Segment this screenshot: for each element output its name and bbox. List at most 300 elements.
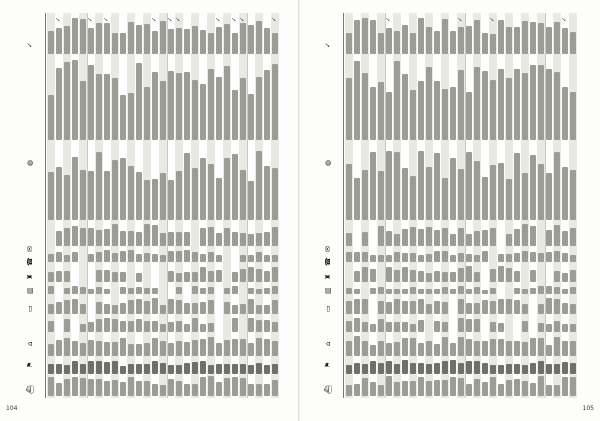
greeked-cell <box>104 362 110 374</box>
table-row <box>239 13 247 398</box>
greeked-cell <box>506 268 512 282</box>
greeked-cell <box>378 255 384 262</box>
greeked-cell <box>538 323 544 332</box>
greeked-cell <box>546 298 552 314</box>
greeked-cell <box>256 384 262 396</box>
greeked-cell <box>112 319 118 332</box>
table-row <box>353 13 361 398</box>
table-row <box>553 13 561 398</box>
greeked-cell <box>48 377 54 396</box>
table-row <box>393 13 401 398</box>
building-icon: ▥ <box>324 287 332 294</box>
greeked-cell <box>458 318 464 332</box>
greeked-cell <box>120 303 126 314</box>
greeked-cell <box>362 267 368 282</box>
greeked-cell <box>264 288 270 294</box>
greeked-cell <box>378 82 384 140</box>
greeked-cell <box>248 25 254 54</box>
greeked-cell <box>136 381 142 396</box>
greeked-cell <box>474 231 480 246</box>
greeked-cell <box>554 364 560 374</box>
greeked-cell <box>152 254 158 262</box>
greeked-cell <box>498 163 504 220</box>
greeked-cell <box>168 71 174 140</box>
greeked-cell <box>176 251 182 262</box>
greeked-cell <box>562 273 568 282</box>
greeked-cell <box>570 363 576 374</box>
greeked-cell <box>490 322 496 332</box>
greeked-cell <box>160 363 166 374</box>
check-icon: ✓ <box>55 16 62 22</box>
greeked-cell <box>104 270 110 282</box>
greeked-cell <box>482 177 488 220</box>
greeked-cell <box>112 253 118 262</box>
column-header-icons <box>20 13 46 398</box>
greeked-cell <box>200 361 206 374</box>
table-row <box>159 13 167 398</box>
greeked-cell <box>458 299 464 314</box>
greeked-cell <box>466 361 472 374</box>
greeked-cell <box>450 360 456 374</box>
table-row <box>47 13 55 398</box>
greeked-cell <box>64 338 70 356</box>
greeked-cell <box>208 300 214 314</box>
greeked-cell <box>80 287 86 294</box>
greeked-cell <box>264 339 270 356</box>
greeked-cell <box>346 233 352 246</box>
greeked-cell <box>426 67 432 140</box>
greeked-cell <box>208 227 214 246</box>
greeked-cell <box>272 33 278 54</box>
greeked-cell <box>192 303 198 314</box>
greeked-cell <box>152 361 158 374</box>
greeked-cell <box>402 253 408 262</box>
greeked-cell <box>120 272 126 282</box>
greeked-cell <box>136 273 142 282</box>
greeked-cell <box>378 341 384 356</box>
building-icon: ▥ <box>26 287 34 294</box>
greeked-cell <box>144 253 150 262</box>
greeked-cell <box>56 167 62 220</box>
greeked-cell <box>410 381 416 396</box>
table-row <box>489 13 497 398</box>
greeked-cell <box>208 365 214 374</box>
greeked-cell <box>402 25 408 54</box>
greeked-cell <box>506 179 512 220</box>
greeked-cell <box>402 229 408 246</box>
greeked-cell <box>168 251 174 262</box>
greeked-cell <box>538 338 544 356</box>
check-icon: ✓ <box>457 16 464 22</box>
greeked-cell <box>410 287 416 294</box>
greeked-cell <box>434 271 440 282</box>
flag-icon: ⚑ <box>324 361 332 368</box>
greeked-cell <box>370 152 376 220</box>
greeked-cell <box>458 337 464 356</box>
greeked-cell <box>248 267 254 282</box>
greeked-cell <box>370 87 376 140</box>
greeked-cell <box>418 363 424 374</box>
greeked-cell <box>256 233 262 246</box>
right-page <box>300 0 600 421</box>
greeked-cell <box>120 33 126 54</box>
boat-icon: ⛴ <box>26 385 34 394</box>
table-row <box>497 13 505 398</box>
greeked-cell <box>48 364 54 374</box>
greeked-cell <box>224 158 230 220</box>
greeked-cell <box>562 341 568 356</box>
greeked-cell <box>394 342 400 356</box>
greeked-cell <box>56 28 62 54</box>
greeked-cell <box>482 341 488 356</box>
table-row <box>449 13 457 398</box>
greeked-cell <box>64 319 70 332</box>
greeked-cell <box>506 78 512 140</box>
greeked-cell <box>72 226 78 246</box>
greeked-cell <box>160 173 166 220</box>
greeked-cell <box>354 299 360 314</box>
greeked-cell <box>256 252 262 262</box>
greeked-cell <box>378 385 384 396</box>
check-icon: ✓ <box>324 42 332 48</box>
greeked-cell <box>554 385 560 396</box>
greeked-cell <box>144 343 150 356</box>
greeked-cell <box>48 304 54 314</box>
greeked-cell <box>474 287 480 294</box>
greeked-cell <box>362 364 368 374</box>
greeked-cell <box>216 77 222 140</box>
greeked-cell <box>80 170 86 220</box>
greeked-cell <box>514 364 520 374</box>
greeked-cell <box>466 266 472 282</box>
greeked-cell <box>144 224 150 246</box>
greeked-cell <box>272 300 278 314</box>
greeked-cell <box>506 254 512 262</box>
greeked-cell <box>200 158 206 220</box>
greeked-cell <box>482 33 488 54</box>
greeked-cell <box>192 252 198 262</box>
greeked-cell <box>152 298 158 314</box>
greeked-cell <box>184 29 190 54</box>
greeked-cell <box>546 230 552 246</box>
greeked-cell <box>128 231 134 246</box>
greeked-cell <box>346 33 352 54</box>
greeked-cell <box>474 20 480 54</box>
greeked-cell <box>570 32 576 54</box>
greeked-cell <box>458 268 464 282</box>
table-row <box>441 13 449 398</box>
greeked-cell <box>136 364 142 374</box>
greeked-cell <box>104 289 110 294</box>
greeked-cell <box>192 318 198 332</box>
greeked-cell <box>112 78 118 140</box>
greeked-cell <box>466 384 472 396</box>
greeked-cell <box>466 254 472 262</box>
greeked-cell <box>208 69 214 140</box>
greeked-cell <box>394 364 400 374</box>
greeked-cell <box>514 300 520 314</box>
greeked-cell <box>410 338 416 356</box>
greeked-cell <box>160 21 166 54</box>
greeked-cell <box>514 253 520 262</box>
greeked-cell <box>522 321 528 332</box>
greeked-cell <box>160 341 166 356</box>
table-row <box>167 13 175 398</box>
table-row <box>457 13 465 398</box>
greeked-cell <box>144 321 150 332</box>
greeked-cell <box>104 229 110 246</box>
greeked-cell <box>410 363 416 374</box>
greeked-cell <box>136 25 142 54</box>
greeked-cell <box>176 381 182 396</box>
greeked-cell <box>240 78 246 140</box>
greeked-cell <box>168 379 174 396</box>
bed-icon: ▭ <box>26 305 34 312</box>
greeked-cell <box>530 288 536 294</box>
greeked-cell <box>192 362 198 374</box>
greeked-cell <box>378 226 384 246</box>
greeked-cell <box>232 272 238 282</box>
greeked-cell <box>96 287 102 294</box>
greeked-cell <box>394 270 400 282</box>
greeked-cell <box>482 71 488 140</box>
check-icon: ✓ <box>103 16 110 22</box>
greeked-cell <box>546 252 552 262</box>
greeked-cell <box>418 151 424 220</box>
greeked-cell <box>96 252 102 262</box>
greeked-cell <box>458 378 464 396</box>
greeked-cell <box>386 361 392 374</box>
greeked-cell <box>418 377 424 396</box>
greeked-cell <box>216 255 222 262</box>
greeked-cell <box>458 70 464 140</box>
table-row <box>111 13 119 398</box>
greeked-cell <box>168 365 174 374</box>
greeked-cell <box>64 300 70 314</box>
check-icon: ✓ <box>271 16 278 22</box>
greeked-cell <box>474 255 480 262</box>
greeked-cell <box>522 173 528 220</box>
table-row <box>369 13 377 398</box>
table-row <box>103 13 111 398</box>
greeked-cell <box>426 381 432 396</box>
table-row <box>561 13 569 398</box>
greeked-cell <box>272 341 278 356</box>
greeked-cell <box>80 304 86 314</box>
greeked-cell <box>248 343 254 356</box>
table-row <box>127 13 135 398</box>
greeked-cell <box>232 377 238 396</box>
greeked-cell <box>482 230 488 246</box>
greeked-cell <box>184 72 190 140</box>
greeked-cell <box>56 271 62 282</box>
check-icon: ✓ <box>489 16 496 22</box>
greeked-cell <box>216 233 222 246</box>
greeked-cell <box>386 28 392 54</box>
table-row <box>409 13 417 398</box>
table-row <box>151 13 159 398</box>
greeked-cell <box>240 233 246 246</box>
greeked-cell <box>104 74 110 140</box>
greeked-cell <box>152 384 158 396</box>
greeked-cell <box>96 230 102 246</box>
greeked-cell <box>224 378 230 396</box>
greeked-cell <box>418 18 424 54</box>
greeked-cell <box>562 253 568 262</box>
greeked-cell <box>136 232 142 246</box>
greeked-cell <box>88 379 94 396</box>
greeked-cell <box>232 33 238 54</box>
greeked-cell <box>498 69 504 140</box>
greeked-cell <box>256 305 262 314</box>
greeked-cell <box>482 290 488 294</box>
greeked-cell <box>64 379 70 396</box>
greeked-cell <box>474 272 480 282</box>
greeked-cell <box>64 62 70 140</box>
greeked-cell <box>466 152 472 220</box>
greeked-cell <box>426 254 432 262</box>
greeked-cell <box>72 361 78 374</box>
greeked-cell <box>240 378 246 396</box>
greeked-cell <box>514 153 520 220</box>
greeked-cell <box>418 255 424 262</box>
greeked-cell <box>474 379 480 396</box>
greeked-cell <box>104 381 110 396</box>
greeked-cell <box>506 299 512 314</box>
greeked-cell <box>378 171 384 220</box>
table-row <box>215 13 223 398</box>
greeked-cell <box>120 231 126 246</box>
greeked-cell <box>88 28 94 54</box>
greeked-cell <box>546 385 552 396</box>
greeked-cell <box>362 299 368 314</box>
greeked-cell <box>80 228 86 246</box>
greeked-cell <box>256 269 262 282</box>
greeked-cell <box>272 267 278 282</box>
greeked-cell <box>442 272 448 282</box>
greeked-cell <box>232 232 238 246</box>
greeked-cell <box>466 234 472 246</box>
greeked-cell <box>264 271 270 282</box>
greeked-cell <box>450 255 456 262</box>
greeked-cell <box>394 31 400 54</box>
greeked-cell <box>136 254 142 262</box>
table-row <box>143 13 151 398</box>
greeked-cell <box>498 20 504 54</box>
greeked-cell <box>216 382 222 396</box>
greeked-cell <box>80 364 86 374</box>
greeked-cell <box>96 379 102 396</box>
greeked-cell <box>120 251 126 262</box>
greeked-cell <box>426 289 432 294</box>
hotel-icon: ⌂ <box>324 341 332 346</box>
greeked-cell <box>474 319 480 332</box>
greeked-cell <box>410 176 416 220</box>
greeked-cell <box>410 253 416 262</box>
greeked-cell <box>200 254 206 262</box>
greeked-cell <box>354 178 360 220</box>
greeked-cell <box>538 65 544 140</box>
greeked-cell <box>570 287 576 294</box>
greeked-cell <box>88 171 94 220</box>
greeked-cell <box>490 365 496 374</box>
greeked-cell <box>72 18 78 54</box>
greeked-cell <box>88 322 94 332</box>
greeked-cell <box>362 378 368 396</box>
greeked-cell <box>224 364 230 374</box>
greeked-cell <box>354 20 360 54</box>
greeked-cell <box>168 271 174 282</box>
greeked-cell <box>434 321 440 332</box>
greeked-cell <box>160 81 166 140</box>
greeked-cell <box>144 288 150 294</box>
greeked-cell <box>272 364 278 374</box>
greeked-cell <box>482 300 488 314</box>
table-row <box>247 13 255 398</box>
table-row <box>345 13 353 398</box>
greeked-cell <box>426 341 432 356</box>
greeked-cell <box>442 361 448 374</box>
greeked-cell <box>402 381 408 396</box>
table-row <box>79 13 87 398</box>
bed-icon: ▭ <box>324 305 332 312</box>
greeked-cell <box>88 289 94 294</box>
greeked-cell <box>394 61 400 140</box>
greeked-cell <box>546 364 552 374</box>
greeked-cell <box>418 81 424 140</box>
greeked-cell <box>80 343 86 356</box>
greeked-cell <box>450 158 456 220</box>
greeked-cell <box>522 73 528 140</box>
greeked-cell <box>200 30 206 54</box>
greeked-cell <box>248 181 254 220</box>
greeked-cell <box>104 318 110 332</box>
greeked-cell <box>362 232 368 246</box>
greeked-cell <box>128 344 134 356</box>
greeked-cell <box>570 270 576 282</box>
greeked-cell <box>514 229 520 246</box>
greeked-cell <box>530 338 536 356</box>
greeked-cell <box>208 271 214 282</box>
greeked-cell <box>434 81 440 140</box>
greeked-cell <box>248 384 254 396</box>
greeked-cell <box>256 21 262 54</box>
greeked-cell <box>442 337 448 356</box>
greeked-cell <box>554 72 560 140</box>
greeked-cell <box>370 382 376 396</box>
greeked-cell <box>200 84 206 140</box>
greeked-cell <box>442 178 448 220</box>
greeked-cell <box>426 273 432 282</box>
greeked-cell <box>490 301 496 314</box>
greeked-cell <box>48 272 54 282</box>
greeked-cell <box>128 288 134 294</box>
table-row <box>71 13 79 398</box>
table-row <box>255 13 263 398</box>
greeked-cell <box>386 151 392 220</box>
greeked-cell <box>136 319 142 332</box>
check-icon: ✓ <box>385 16 392 22</box>
left-page-folio: 104 <box>6 405 18 412</box>
globe-icon: ◍ <box>26 159 34 166</box>
greeked-cell <box>370 324 376 332</box>
greeked-cell <box>378 301 384 314</box>
greeked-cell <box>208 252 214 262</box>
greeked-cell <box>176 171 182 220</box>
greeked-cell <box>418 343 424 356</box>
greeked-cell <box>442 380 448 396</box>
greeked-cell <box>562 87 568 140</box>
